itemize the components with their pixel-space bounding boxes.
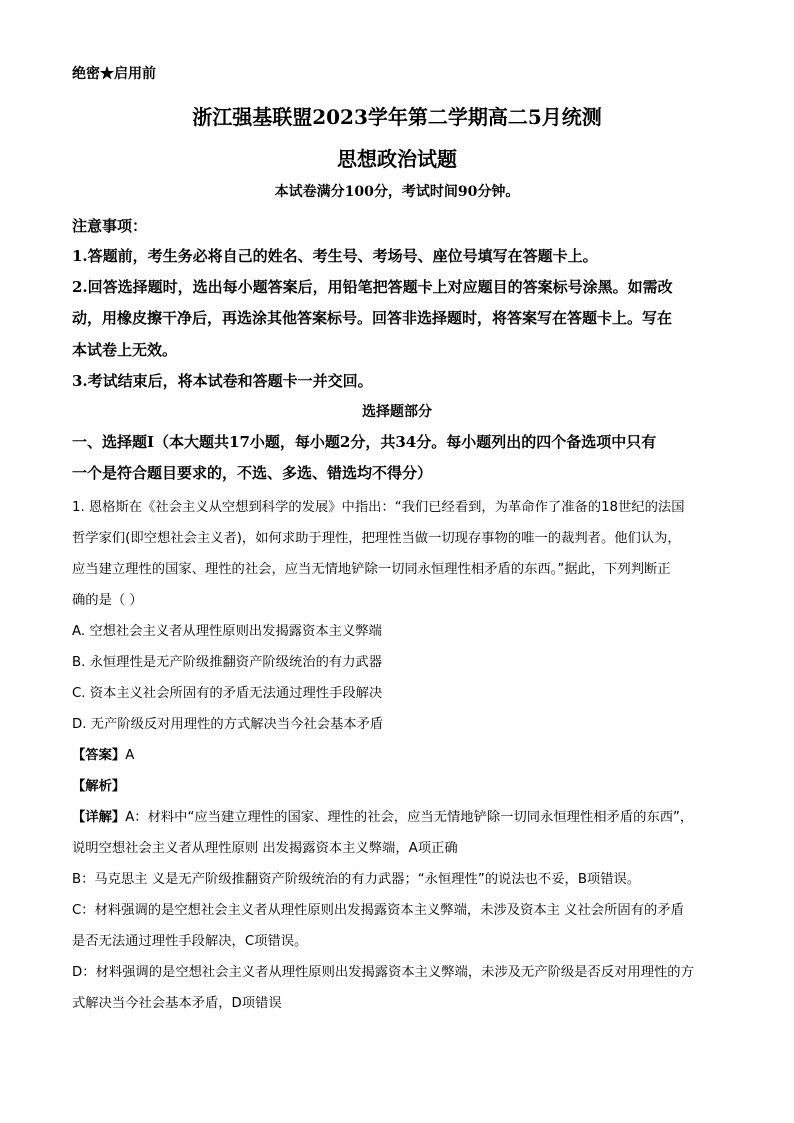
notice-line: 动，用橡皮擦干净后，再选涂其他答案标号。回答非选择题时，将答案写在答题卡上。写在 [72,309,673,327]
answer-label: 【答案】 [72,748,126,763]
detail-line: C：材料强调的是空想社会主义者从理性原则出发揭露资本主义弊端，未涉及资本主 义社会所固有的矛盾 [72,903,684,918]
notice-line: 本试卷上无效。 [72,341,178,359]
exam-title: 浙江强基联盟2023学年第二学期高二5月统测 [192,105,602,129]
section-heading-line: 一、选择题Ⅰ（本大题共17小题，每小题2分，共34分。每小题列出的四个备选项中只有 [72,433,657,451]
detail-line: B：马克思主 义是无产阶级推翻资产阶级统治的有力武器；“永恒理性”的说法也不妥，B项错误。 [72,872,641,887]
answer-value: A [125,748,135,763]
option-c: C. 资本主义社会所固有的矛盾无法通过理性手段解决 [72,686,383,701]
analysis-label: 【解析】 [72,779,126,794]
detail-line: 是否无法通过理性手段解决，C项错误。 [72,934,308,949]
question-stem-line: 哲学家们(即空想社会主义者)，如何求助于理性，把理性当做一切现存事物的唯一的裁判者。他们认为， [72,531,681,546]
detail-text: A：材料中“应当建立理性的国家、理性的社会，应当无情地铲除一切同永恒理性相矛盾的东西”， [125,810,694,825]
section-heading-line: 一个是符合题目要求的，不选、多选、错选均不得分） [72,464,433,482]
confidential-mark: 绝密★启用前 [72,66,156,82]
notice-line: 2.回答选择题时，选出每小题答案后，用铅笔把答题卡上对应题目的答案标号涂黑。如需改 [72,278,673,296]
detail-line: 式解决当今社会基本矛盾，D项错误 [72,996,282,1011]
detail-label: 【详解】 [72,810,126,825]
notice-line: 1.答题前，考生务必将自己的姓名、考生号、考场号、座位号填写在答题卡上。 [72,247,598,265]
answer-line [72,744,722,763]
section-title: 选择题部分 [362,404,432,420]
detail-line: D：材料强调的是空想社会主义者从理性原则出发揭露资本主义弊端，未涉及无产阶级是否反对用理性的方 [72,965,694,980]
option-d: D. 无产阶级反对用理性的方式解决当今社会基本矛盾 [72,717,384,732]
subject-title: 思想政治试题 [337,147,457,171]
detail-line: 说明空想社会主义者从理性原则 出发揭露资本主义弊端，A项正确 [72,841,458,856]
exam-info: 本试卷满分100分，考试时间90分钟。 [274,184,520,200]
detail-line [72,806,722,825]
option-b: B. 永恒理性是无产阶级推翻资产阶级统治的有力武器 [72,655,383,670]
notice-line: 3.考试结束后，将本试卷和答题卡一并交回。 [72,372,373,390]
question-stem-line: 确的是（ ） [72,593,143,608]
question-stem-line: 应当建立理性的国家、理性的社会，应当无情地铲除一切同永恒理性相矛盾的东西。”据此，下列判断正 [72,562,671,577]
option-a: A. 空想社会主义者从理性原则出发揭露资本主义弊端 [72,624,382,639]
question-stem-line: 1. 恩格斯在《社会主义从空想到科学的发展》中指出：“我们已经看到，为革命作了准备的18世纪的法国 [72,500,685,515]
notice-heading: 注意事项： [72,217,148,235]
